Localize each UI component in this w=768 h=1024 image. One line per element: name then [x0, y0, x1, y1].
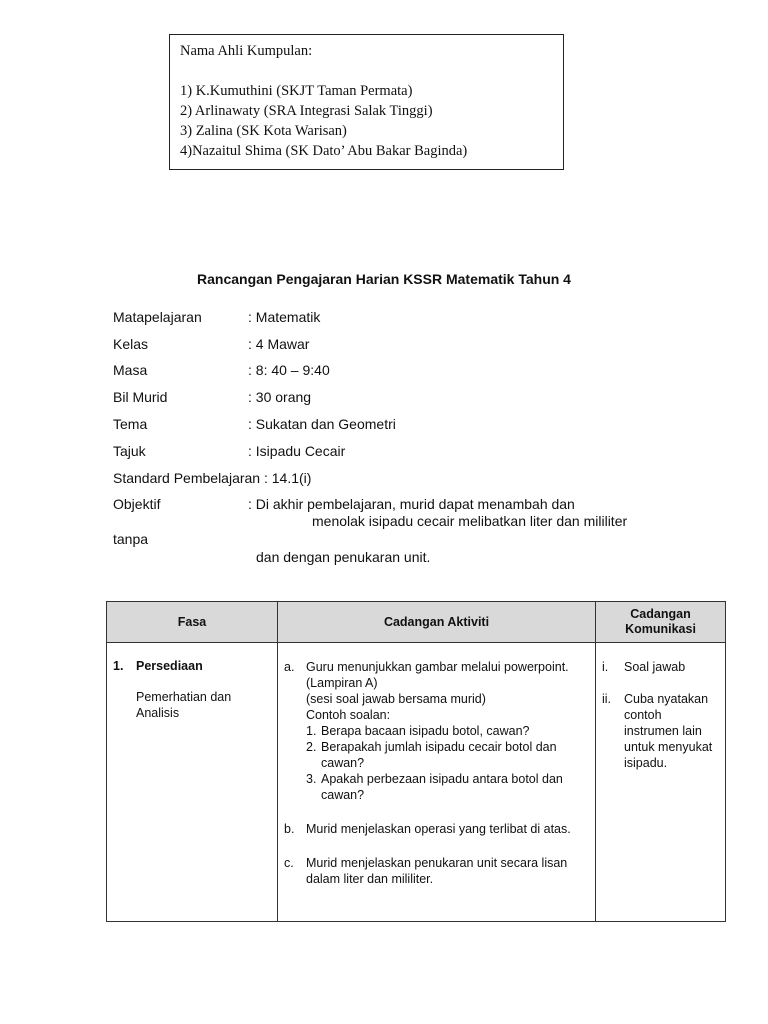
activity-item	[284, 659, 589, 803]
activity-marker: c.	[284, 856, 294, 870]
activity-text: Murid menjelaskan operasi yang terlibat di atas.	[306, 822, 571, 836]
communication-item	[602, 659, 719, 675]
activity-text: Guru menunjukkan gambar melalui powerpoint. (Lampiran A)	[306, 660, 569, 690]
question-marker: 3.	[306, 772, 317, 786]
lesson-plan-table	[106, 601, 726, 922]
question-marker: 2.	[306, 740, 317, 754]
info-value: : 8: 40 – 9:40	[248, 362, 330, 378]
info-label: Tajuk	[113, 443, 146, 459]
table-header-row	[107, 602, 726, 643]
info-value: : Sukatan dan Geometri	[248, 416, 396, 432]
objective-line: dan dengan penukaran unit.	[256, 549, 431, 565]
member-item: 4)Nazaitul Shima (SK Dato’ Abu Bakar Baginda)	[180, 143, 468, 159]
info-label: Tema	[113, 416, 148, 432]
members-heading: Nama Ahli Kumpulan:	[180, 43, 313, 59]
activity-text: Contoh soalan:	[306, 708, 391, 722]
question-text: Berapa bacaan isipadu botol, cawan?	[321, 724, 530, 738]
info-value: : Matematik	[248, 309, 321, 325]
standard-text: Standard Pembelajaran : 14.1(i)	[113, 470, 312, 486]
activity-marker: b.	[284, 822, 295, 836]
objective-line: tanpa	[113, 531, 149, 547]
table-row	[107, 643, 726, 922]
info-value: : Isipadu Cecair	[248, 443, 346, 459]
aktiviti-cell	[278, 643, 596, 922]
communication-marker: ii.	[602, 692, 612, 706]
question-item	[306, 771, 589, 803]
info-value: : 30 orang	[248, 389, 312, 405]
objective-label: Objektif	[113, 496, 161, 512]
member-item: 2) Arlinawaty (SRA Integrasi Salak Tinggi)	[180, 103, 433, 119]
member-item: 1) K.Kumuthini (SKJT Taman Permata)	[180, 83, 413, 99]
group-members-box	[169, 34, 564, 170]
activity-item	[284, 821, 589, 837]
activity-item	[284, 855, 589, 887]
question-item	[306, 723, 589, 739]
info-label: Matapelajaran	[113, 309, 202, 325]
communication-text: Soal jawab	[624, 660, 686, 674]
communication-marker: i.	[602, 660, 609, 674]
fasa-subtitle: Pemerhatian dan Analisis	[136, 690, 232, 720]
activity-text: Murid menjelaskan penukaran unit secara lisan dalam liter dan mililiter.	[306, 856, 568, 886]
question-text: Berapakah jumlah isipadu cecair botol dan cawan?	[321, 740, 557, 770]
header-aktiviti: Cadangan Aktiviti	[278, 602, 596, 643]
objective-line: : Di akhir pembelajaran, murid dapat menambah dan	[248, 496, 575, 512]
communication-item	[602, 691, 719, 771]
question-item	[306, 739, 589, 771]
objective-line: menolak isipadu cecair melibatkan liter dan mililiter	[312, 513, 628, 529]
communication-text: Cuba nyatakan contoh instrumen lain untuk menyukat isipadu.	[624, 692, 713, 770]
fasa-title: Persediaan	[136, 659, 203, 673]
question-text: Apakah perbezaan isipadu antara botol dan cawan?	[321, 772, 563, 802]
header-komunikasi: Cadangan Komunikasi	[596, 602, 726, 643]
activity-text: (sesi soal jawab bersama murid)	[306, 692, 486, 706]
komunikasi-cell	[596, 643, 726, 922]
info-label: Masa	[113, 362, 148, 378]
member-item: 3) Zalina (SK Kota Warisan)	[180, 123, 347, 139]
question-marker: 1.	[306, 724, 317, 738]
header-fasa: Fasa	[107, 602, 278, 643]
document-title: Rancangan Pengajaran Harian KSSR Matematik Tahun 4	[197, 271, 571, 287]
activity-marker: a.	[284, 660, 295, 674]
info-value: : 4 Mawar	[248, 336, 310, 352]
fasa-number: 1.	[113, 659, 124, 673]
fasa-cell	[107, 643, 278, 922]
info-label: Kelas	[113, 336, 149, 352]
info-label: Bil Murid	[113, 389, 168, 405]
